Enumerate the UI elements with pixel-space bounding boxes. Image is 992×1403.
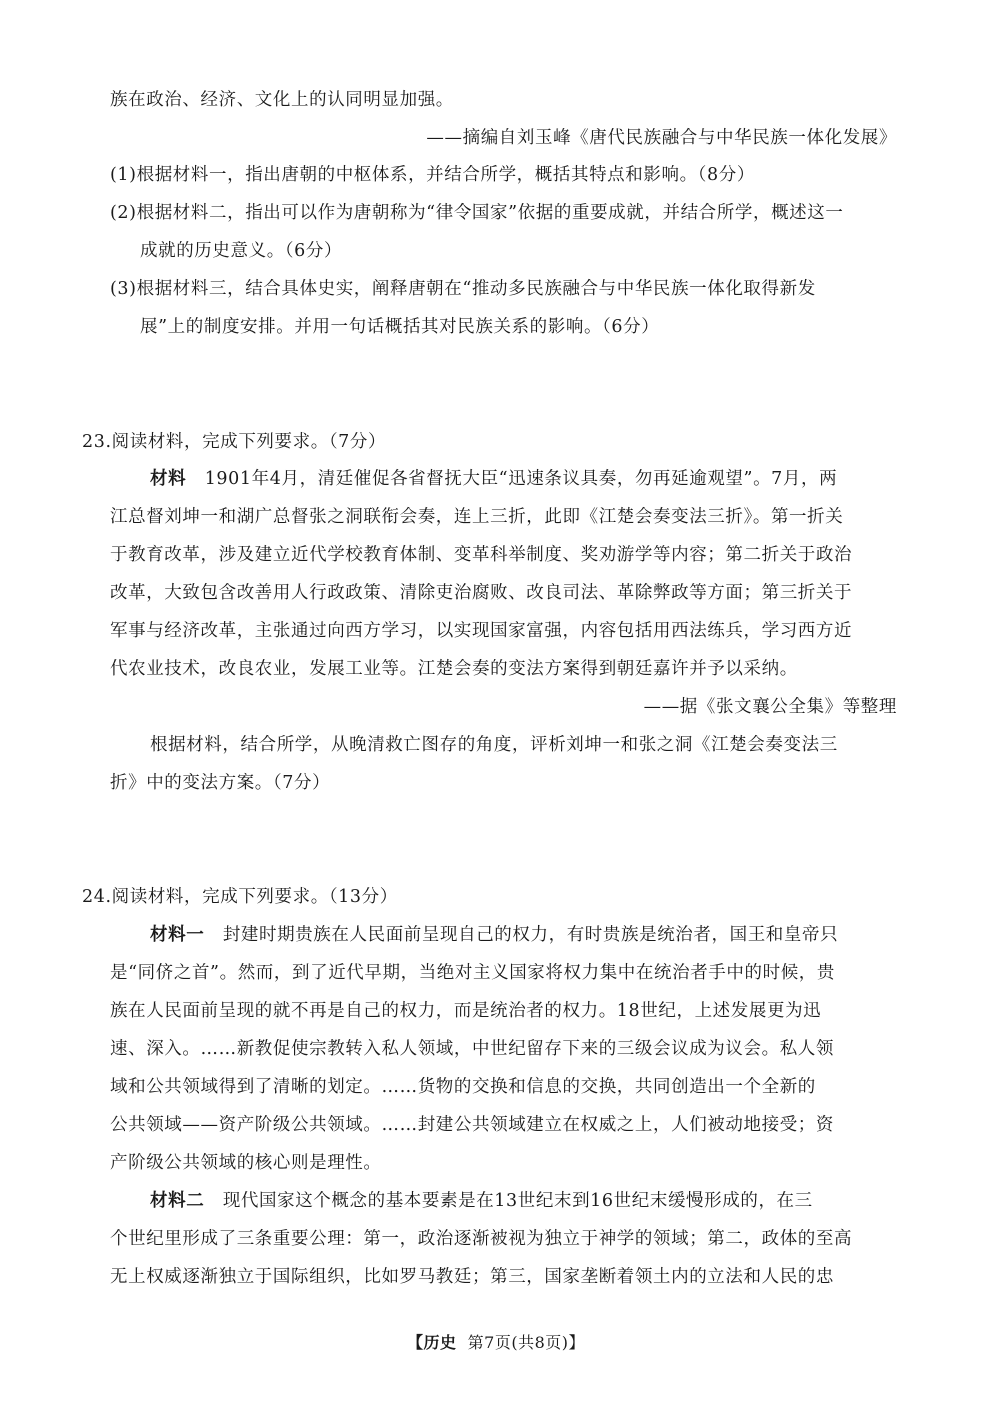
question-2-line-2: 成就的历史意义。（6分）: [140, 241, 343, 261]
question-2-line-1: (2)根据材料二，指出可以作为唐朝称为“律令国家”依据的重要成就，并结合所学，概述这一: [110, 203, 844, 223]
material-1-text: 封建时期贵族在人民面前呈现自己的权力，有时贵族是统治者，国王和皇帝只: [222, 925, 839, 945]
q23-question-line-1: 根据材料，结合所学，从晚清救亡图存的角度，评析刘坤一和张之洞《江楚会奏变法三: [150, 735, 838, 755]
footer-page-info: 第7页(共8页)】: [467, 1333, 586, 1352]
q24-m2-line-3: 无上权威逐渐独立于国际组织，比如罗马教廷；第三，国家垄断着领土内的立法和人民的忠: [110, 1267, 834, 1287]
q24-m2-line-2: 个世纪里形成了三条重要公理：第一，政治逐渐被视为独立于神学的领域；第二，政体的至高: [110, 1229, 853, 1249]
q24-m1-line-6: 公共领域——资产阶级公共领域。……封建公共领域建立在权威之上，人们被动地接受；资: [110, 1115, 834, 1135]
question-23-title: 23.阅读材料，完成下列要求。（7分）: [82, 432, 387, 452]
material-2-label: 材料二: [150, 1191, 205, 1211]
material-2-text: 现代国家这个概念的基本要素是在13世纪末到16世纪末缓慢形成的，在三: [222, 1191, 813, 1211]
q23-material-line-1: [150, 467, 837, 491]
q23-material-line-5: 军事与经济改革，主张通过向西方学习，以实现国家富强，内容包括用西法练兵，学习西方近: [110, 621, 853, 641]
q24-m1-line-7: 产阶级公共领域的核心则是理性。: [110, 1153, 382, 1173]
material-text: 1901年4月，清廷催促各省督抚大臣“迅速条议具奏，勿再延逾观望”。7月，两: [204, 469, 838, 489]
footer-subject: 【历史: [406, 1333, 457, 1352]
q24-m1-line-4: 速、深入。……新教促使宗教转入私人领域，中世纪留存下来的三级会议成为议会。私人领: [110, 1039, 834, 1059]
question-1: (1)根据材料一，指出唐朝的中枢体系，并结合所学，概括其特点和影响。（8分）: [110, 165, 755, 185]
q23-source: ——据《张文襄公全集》等整理: [643, 697, 897, 717]
q24-m1-line-2: 是“同侪之首”。然而，到了近代早期，当绝对主义国家将权力集中在统治者手中的时候，贵: [110, 963, 835, 983]
continued-text: 族在政治、经济、文化上的认同明显加强。: [110, 90, 454, 110]
q23-material-line-4: 改革，大致包含改善用人行政政策、清除吏治腐败、改良司法、革除弊政等方面；第三折关于: [110, 583, 853, 603]
q24-m1-line-1: [150, 923, 838, 947]
q23-material-line-6: 代农业技术，改良农业，发展工业等。江楚会奏的变法方案得到朝廷嘉许并予以采纳。: [110, 659, 798, 679]
question-3-line-1: (3)根据材料三，结合具体史实，阐释唐朝在“推动多民族融合与中华民族一体化取得新发: [110, 279, 816, 299]
page-footer: [0, 1330, 992, 1353]
question-3-line-2: 展”上的制度安排。并用一句话概括其对民族关系的影响。（6分）: [140, 317, 660, 337]
q24-m1-line-3: 族在人民面前呈现的就不再是自己的权力，而是统治者的权力。18世纪，上述发展更为迅: [110, 1001, 822, 1021]
material-1-label: 材料一: [150, 925, 205, 945]
q23-material-line-2: 江总督刘坤一和湖广总督张之洞联衔会奏，连上三折，此即《江楚会奏变法三折》。第一折关: [110, 507, 844, 527]
source-citation: ——摘编自刘玉峰《唐代民族融合与中华民族一体化发展》: [426, 128, 897, 148]
q24-m1-line-5: 域和公共领域得到了清晰的划定。……货物的交换和信息的交换，共同创造出一个全新的: [110, 1077, 816, 1097]
q23-material-line-3: 于教育改革，涉及建立近代学校教育体制、变革科举制度、奖劝游学等内容；第二折关于政治: [110, 545, 853, 565]
q23-question-line-2: 折》中的变法方案。（7分）: [110, 773, 331, 793]
q24-m2-line-1: [150, 1189, 813, 1213]
material-label: 材料: [150, 469, 187, 489]
question-24-title: 24.阅读材料，完成下列要求。（13分）: [82, 887, 398, 907]
